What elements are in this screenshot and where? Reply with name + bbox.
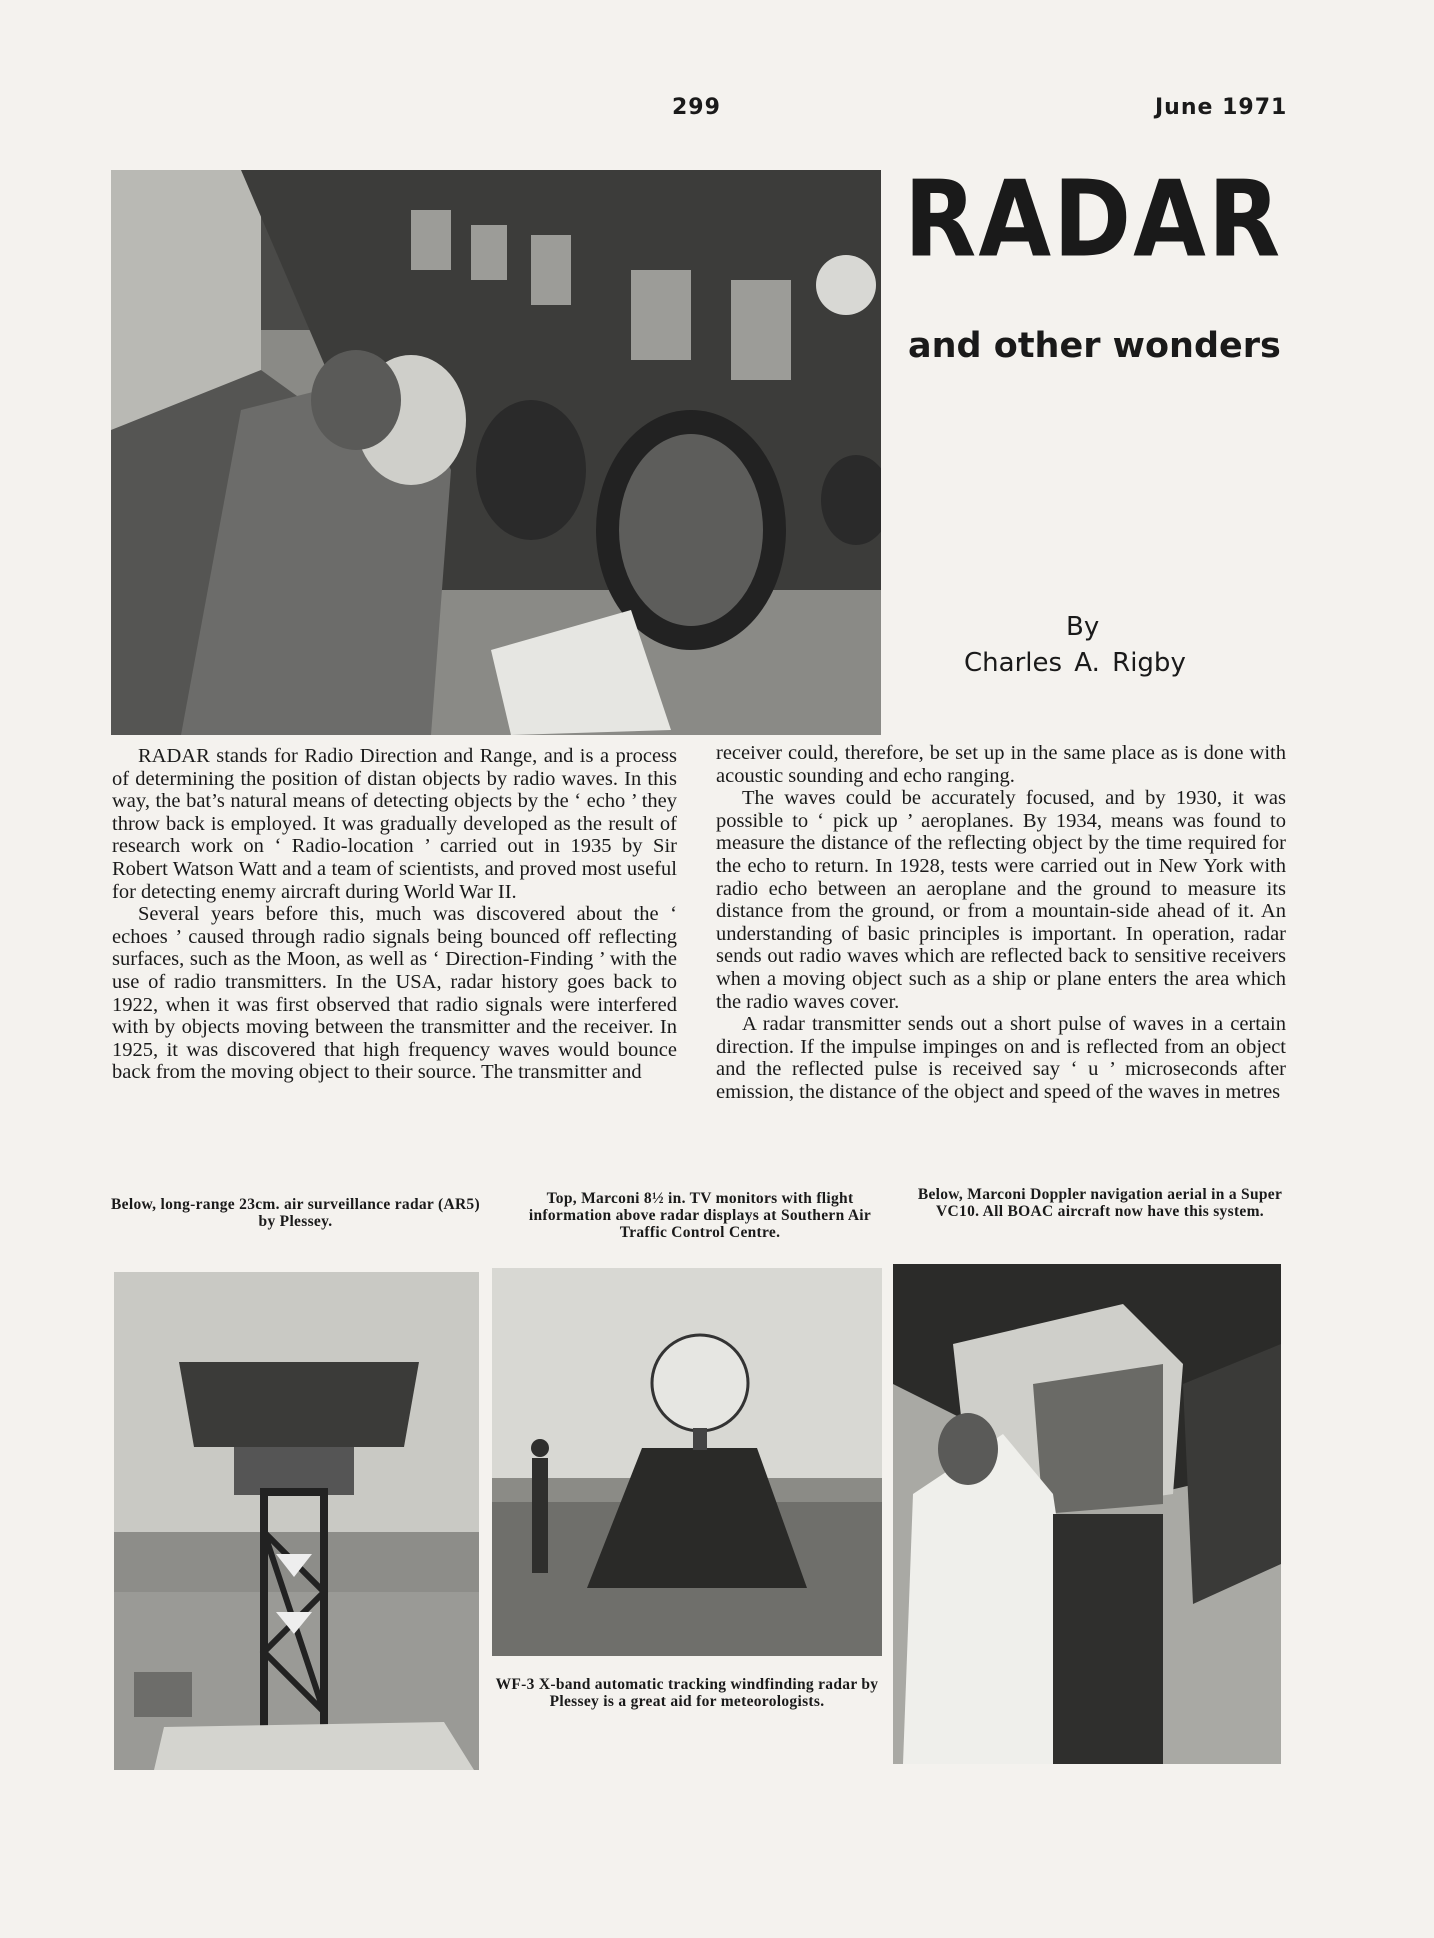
control-room-photo: [111, 170, 881, 735]
paragraph: A radar transmitter sends out a short pulse of waves in a certain direction. If the impulse impinges on and is reflected from an object and the reflected pulse is received say ‘ u ’ microseconds after emission, the distance of the object and speed of the waves in metres: [716, 1013, 1286, 1103]
paragraph: The waves could be accurately focused, and by 1930, it was possible to ‘ pick up ’ aeroplanes. By 1934, means was found to measure the distance of the reflecting object by the time required for the echo to return. In 1928, tests were carried out in New York with radio echo between an aeroplane and the ground to measure its distance from the ground, or from a mountain-side ahead of it. An understanding of basic principles is important. In operation, radar sends out radio waves which are reflected back to sensitive receivers when a moving object such as a ship or plane enters the area which the radio waves cover.: [716, 787, 1286, 1013]
paragraph: receiver could, therefore, be set up in the same place as is done with acoustic sounding and echo ranging.: [716, 742, 1286, 787]
issue-date: June 1971: [1155, 95, 1288, 120]
author-name: Charles A. Rigby: [964, 648, 1186, 678]
caption-right: Below, Marconi Doppler navigation aerial in a Super VC10. All BOAC aircraft now have this system.: [917, 1186, 1283, 1220]
paragraph: Several years before this, much was discovered about the ‘ echoes ’ caused through radio signals being bounced off reflecting surfaces, such as the Moon, as well as ‘ Direction-Finding ’ with the use of radio transmitters. In the USA, radar history goes back to 1922, when it was first observed that radio signals were interfered with by objects moving between the transmitter and the receiver. In 1925, it was discovered that high frequency waves would bounce back from the moving object to their source. The transmitter and: [112, 903, 677, 1084]
byline-label: By: [1066, 612, 1100, 642]
page-number: 299: [672, 95, 721, 120]
article-column-left: [112, 745, 677, 1084]
doppler-aerial-photo: [893, 1264, 1281, 1764]
caption-middle: Top, Marconi 8½ in. TV monitors with flight information above radar displays at Southern Air Traffic Control Centre.: [528, 1190, 872, 1241]
ar5-radar-photo: [114, 1272, 479, 1770]
paragraph: RADAR stands for Radio Direction and Range, and is a process of determining the position of distan objects by radio waves. In this way, the bat’s natural means of detecting objects by the ‘ echo ’ they throw back is employed. It was gradually developed as the result of research work on ‘ Radio-location ’ carried out in 1935 by Sir Robert Watson Watt and a team of scientists, and proved most useful for detecting enemy aircraft during World War II.: [112, 745, 677, 903]
caption-wf3: WF-3 X-band automatic tracking windfinding radar by Plessey is a great aid for meteorologists.: [495, 1676, 879, 1710]
wf3-radar-photo: [492, 1268, 882, 1656]
article-title: RADAR: [904, 159, 1283, 282]
caption-left: Below, long-range 23cm. air surveillance radar (AR5) by Plessey.: [111, 1196, 480, 1230]
article-column-right: [716, 742, 1286, 1104]
article-subtitle: and other wonders: [908, 326, 1281, 366]
